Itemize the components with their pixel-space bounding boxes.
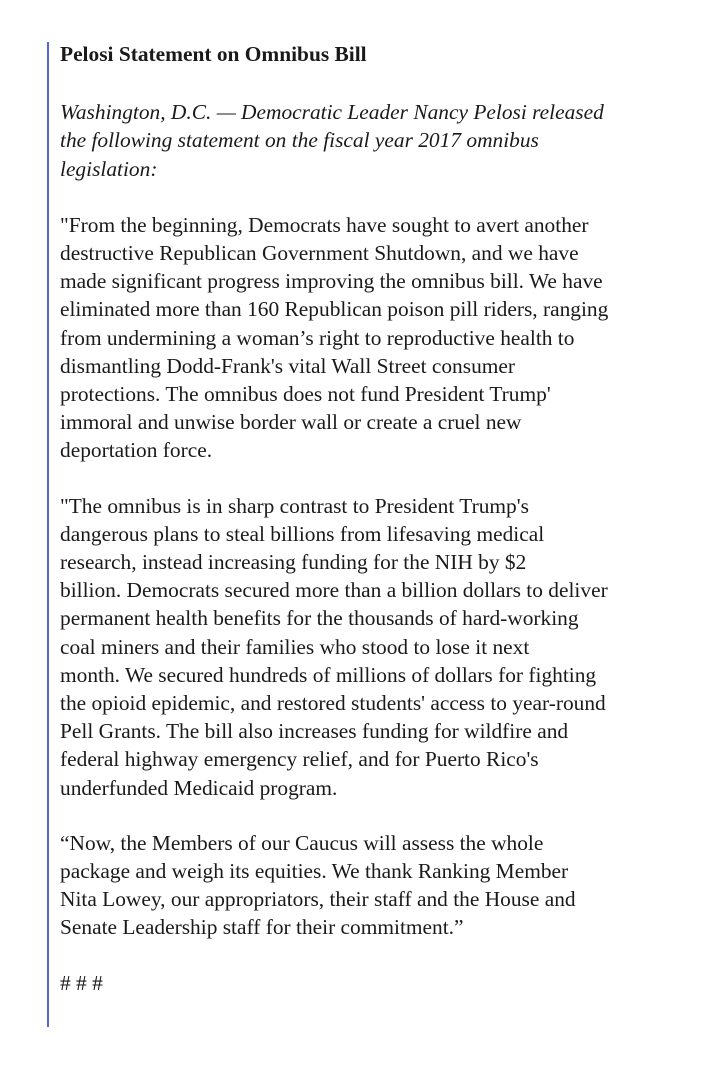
end-mark: # # # xyxy=(60,970,103,995)
paragraph-line: Senate Leadership staff for their commitment.” xyxy=(60,915,464,940)
paragraph-shutdown xyxy=(60,211,700,465)
paragraph-line: destructive Republican Government Shutdown, and we have xyxy=(60,241,579,266)
paragraph-funding xyxy=(60,492,700,802)
paragraph-line: dismantling Dodd-Frank's vital Wall Street consumer xyxy=(60,353,516,378)
paragraph-line: "From the beginning, Democrats have sought to avert another xyxy=(60,212,589,237)
blockquote-bar xyxy=(47,42,49,1027)
paragraph-line: from undermining a woman’s right to reproductive health to xyxy=(60,325,575,350)
paragraph-line: “Now, the Members of our Caucus will assess the whole xyxy=(60,830,544,855)
paragraph-line: "The omnibus is in sharp contrast to President Trump's xyxy=(60,493,529,518)
paragraph-line: federal highway emergency relief, and for Puerto Rico's xyxy=(60,747,539,772)
paragraph-line: package and weigh its equities. We thank Ranking Member xyxy=(60,859,569,884)
intro-line: the following statement on the fiscal year 2017 omnibus xyxy=(60,128,539,153)
paragraph-line: immoral and unwise border wall or create a cruel new xyxy=(60,410,522,435)
paragraph-line: protections. The omnibus does not fund President Trump' xyxy=(60,382,551,407)
intro-line: legislation: xyxy=(60,156,158,181)
paragraph-line: Nita Lowey, our appropriators, their staff and the House and xyxy=(60,887,576,912)
paragraph-line: coal miners and their families who stood to lose it next xyxy=(60,634,530,659)
statement-document xyxy=(60,40,700,997)
paragraph-line: the opioid epidemic, and restored students' access to year-round xyxy=(60,691,606,716)
document-title: Pelosi Statement on Omnibus Bill xyxy=(60,42,367,66)
paragraph-line: research, instead increasing funding for the NIH by $2 xyxy=(60,550,527,575)
paragraph-line: underfunded Medicaid program. xyxy=(60,775,338,800)
intro-line: Washington, D.C. — Democratic Leader Nancy Pelosi released xyxy=(60,100,604,125)
intro-dateline xyxy=(60,98,700,183)
paragraph-line: permanent health benefits for the thousands of hard-working xyxy=(60,606,579,631)
paragraph-line: dangerous plans to steal billions from lifesaving medical xyxy=(60,521,545,546)
paragraph-line: Pell Grants. The bill also increases funding for wildfire and xyxy=(60,719,569,744)
paragraph-line: billion. Democrats secured more than a billion dollars to deliver xyxy=(60,578,608,603)
paragraph-line: deportation force. xyxy=(60,438,213,463)
paragraph-line: eliminated more than 160 Republican poison pill riders, ranging xyxy=(60,297,609,322)
paragraph-line: month. We secured hundreds of millions of dollars for fighting xyxy=(60,662,597,687)
paragraph-caucus xyxy=(60,829,700,942)
paragraph-line: made significant progress improving the omnibus bill. We have xyxy=(60,269,603,294)
